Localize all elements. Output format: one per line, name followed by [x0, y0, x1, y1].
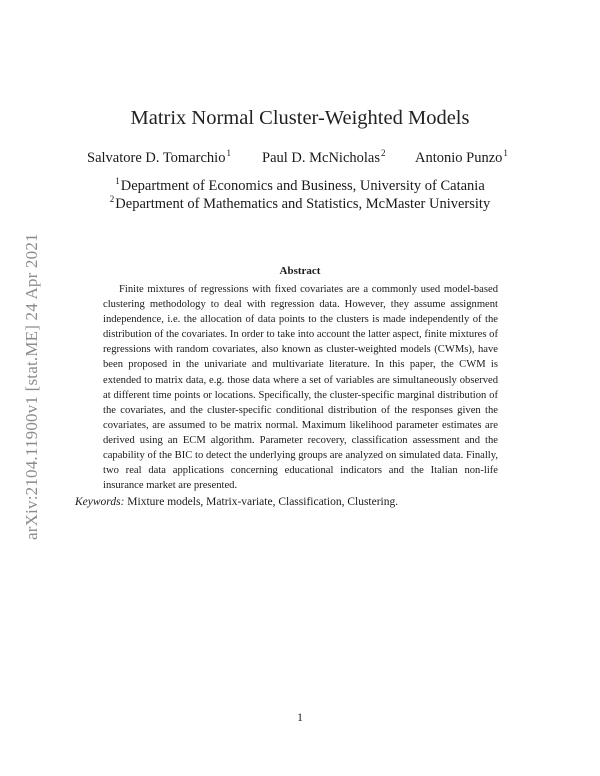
paper-title: Matrix Normal Cluster-Weighted Models: [130, 107, 470, 129]
affiliation-text: Department of Mathematics and Statistics, McMaster University: [115, 196, 491, 212]
keywords-label: Keywords:: [75, 496, 125, 508]
affiliation-1: [0, 176, 600, 195]
affiliation-mark: 1: [503, 148, 508, 158]
affiliation-mark: 2: [109, 194, 115, 204]
affiliation-mark: 1: [115, 176, 120, 186]
page-number: 1: [297, 712, 303, 724]
author-list: [0, 148, 600, 168]
author-3: [415, 148, 508, 167]
author-2: [262, 148, 386, 167]
affiliation-mark: 1: [226, 148, 231, 158]
arxiv-identifier: arXiv:2104.11900v1 [stat.ME] 24 Apr 2021: [22, 233, 41, 540]
affiliation-mark: 2: [381, 148, 386, 158]
abstract-body: Finite mixtures of regressions with fixed covariates are a commonly used model-based clustering methodology to deal with regression data. However, they assume assignment independence, i.e. the allocation of data points to the clusters is made independently of the distribution of the covariates. In order to take into account the latter aspect, finite mixtures of regressions with random covariates, also known as cluster-weighted models (CWMs), have been proposed in the univariate and multivariate literature. In this paper, the CWM is extended to matrix data, e.g. those data where a set of variables are simultaneously observed at different time points or locations. Specifically, the cluster-specific marginal distribution of the covariates, and the cluster-specific conditional distribution of the responses given the covariates, are assumed to be matrix normal. Maximum likelihood parameter estimates are derived using an ECM algorithm. Parameter recovery, classification assessment and the capability of the BIC to detect the underlying groups are analyzed on simulated data. Finally, two real data applications concerning educational indicators and the Italian non-life insurance market are presented.: [103, 284, 498, 492]
abstract-heading: Abstract: [279, 265, 321, 277]
affiliation-text: Department of Economics and Business, University of Catania: [120, 178, 485, 194]
author-name: Salvatore D. Tomarchio: [87, 150, 226, 166]
keywords-line: [75, 496, 398, 508]
author-name: Antonio Punzo: [415, 150, 503, 166]
author-1: [87, 148, 231, 167]
author-name: Paul D. McNicholas: [262, 150, 380, 166]
affiliation-2: [0, 194, 600, 213]
keywords-text: Mixture models, Matrix-variate, Classification, Clustering.: [127, 496, 399, 508]
